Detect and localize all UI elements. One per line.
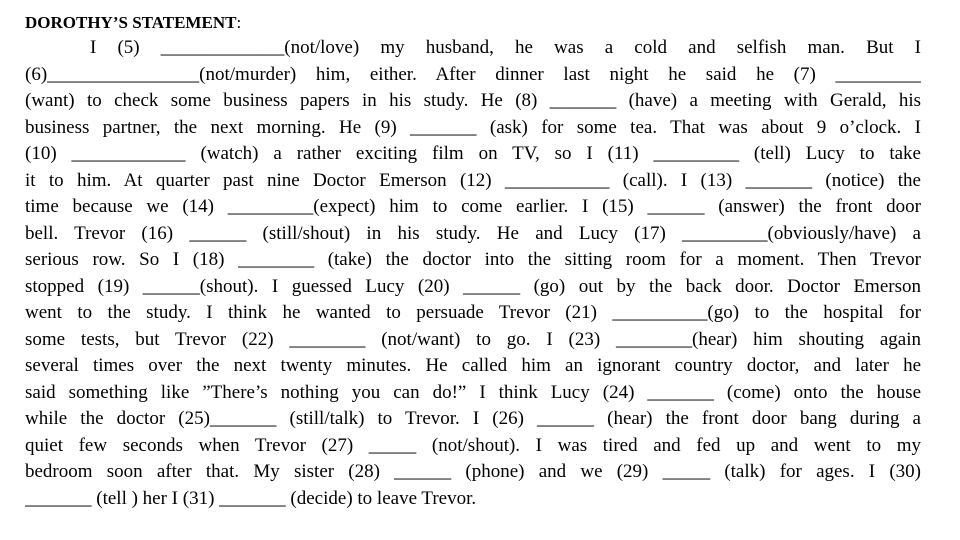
paragraph-line: quiet few seconds when Trevor (27) _____ (not/shout). I was tired and fed up and went to my <box>25 434 921 456</box>
statement-heading-colon: : <box>236 13 242 32</box>
statement-heading <box>25 11 921 35</box>
paragraph-line: several times over the next twenty minutes. He called him an ignorant country doctor, and later he <box>25 355 921 376</box>
statement-paragraph <box>25 35 921 512</box>
paragraph-line: while the doctor (25)_______ (still/talk) to Trevor. I (26) ______ (hear) the front door bang during a <box>25 408 921 429</box>
worksheet-page <box>25 11 921 512</box>
paragraph-line: (6)________________(not/murder) him, either. After dinner last night he said he (7) _________ <box>25 63 921 85</box>
paragraph-line: (want) to check some business papers in his study. He (8) _______ (have) a meeting with Gerald, his <box>25 90 921 111</box>
statement-heading-text: DOROTHY’S STATEMENT <box>25 13 237 32</box>
paragraph-line: it to him. At quarter past nine Doctor Emerson (12) ___________ (call). I (13) _______ (notice) the <box>25 169 921 191</box>
paragraph-line: stopped (19) ______(shout). I guessed Lucy (20) ______ (go) out by the back door. Doctor Emerson <box>25 275 921 297</box>
paragraph-line: serious row. So I (18) ________ (take) the doctor into the sitting room for a moment. Then Trevor <box>25 249 921 270</box>
paragraph-line: bedroom soon after that. My sister (28) ______ (phone) and we (29) _____ (talk) for ages. I (30) <box>25 461 921 482</box>
paragraph-line: went to the study. I think he wanted to persuade Trevor (21) __________(go) to the hospital for <box>25 302 921 323</box>
paragraph-line: some tests, but Trevor (22) ________ (not/want) to go. I (23) ________(hear) him shouting again <box>25 328 921 350</box>
paragraph-line: business partner, the next morning. He (9) _______ (ask) for some tea. That was about 9 o’clock. I <box>25 116 921 138</box>
paragraph-line: _______ (tell ) her I (31) _______ (decide) to leave Trevor. <box>25 487 477 509</box>
paragraph-line: said something like ”There’s nothing you can do!” I think Lucy (24) _______ (come) onto the house <box>25 381 921 403</box>
paragraph-line: I (5) _____________(not/love) my husband, he was a cold and selfish man. But I <box>90 37 921 58</box>
paragraph-line: (10) ____________ (watch) a rather exciting film on TV, so I (11) _________ (tell) Lucy to take <box>25 143 921 164</box>
paragraph-line: time because we (14) _________(expect) him to come earlier. I (15) ______ (answer) the front door <box>25 196 921 217</box>
paragraph-line: bell. Trevor (16) ______ (still/shout) in his study. He and Lucy (17) _________(obviously/have) a <box>25 222 921 244</box>
